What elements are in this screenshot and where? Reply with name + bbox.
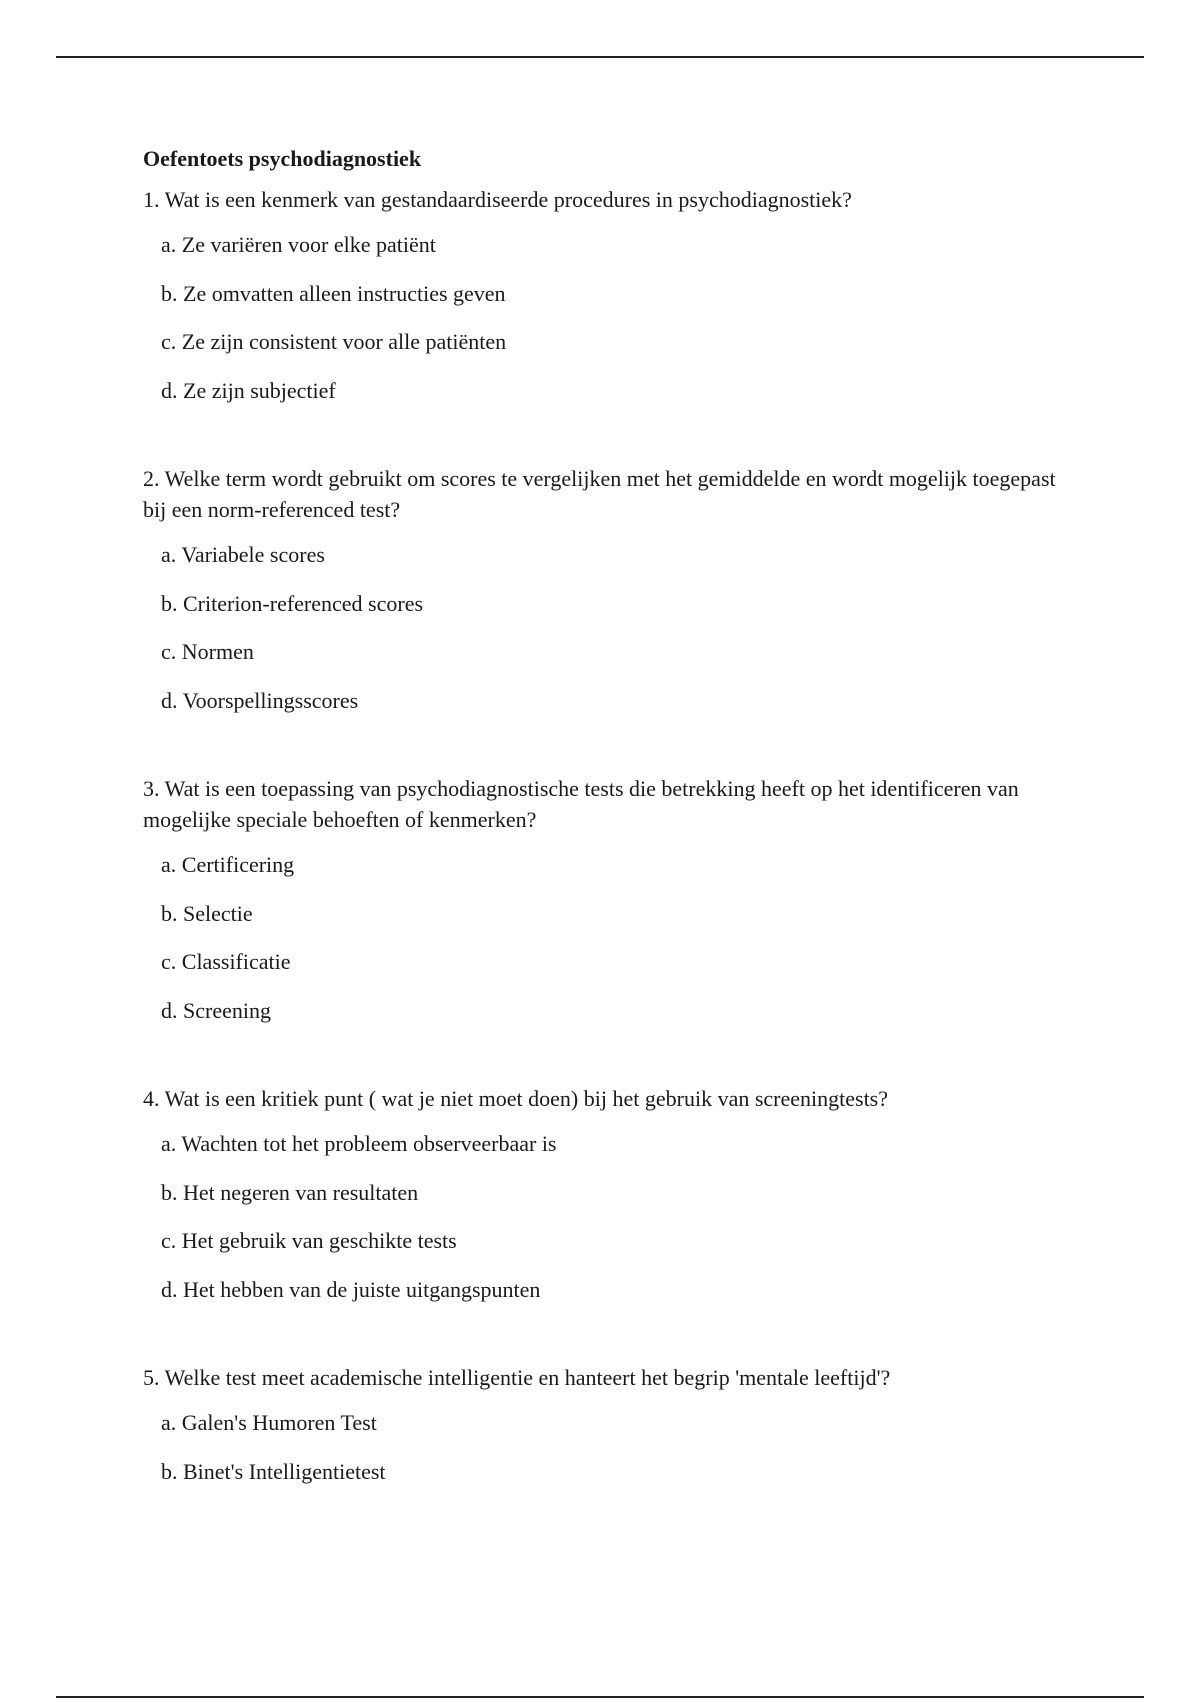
answer-option: d. Screening	[161, 997, 271, 1023]
question-5	[143, 1362, 1063, 1496]
question-text: 5. Welke test meet academische intelligentie en hanteert het begrip 'mentale leeftijd'?	[143, 1365, 891, 1390]
answer-option: a. Galen's Humoren Test	[161, 1410, 377, 1435]
question-text: 1. Wat is een kenmerk van gestandaardiseerde procedures in psychodiagnostiek?	[143, 187, 852, 212]
answer-option: c. Ze zijn consistent voor alle patiënten	[161, 329, 507, 354]
answer-option: a. Variabele scores	[161, 542, 325, 567]
top-rule	[56, 56, 1144, 58]
question-spacer	[143, 725, 1063, 773]
answer-option: b. Het negeren van resultaten	[161, 1179, 419, 1205]
question-2	[143, 463, 1063, 725]
answer-option: b. Criterion-referenced scores	[161, 590, 424, 616]
answer-option: c. Het gebruik van geschikte tests	[161, 1228, 457, 1253]
question-4	[143, 1083, 1063, 1314]
answer-option: d. Voorspellingsscores	[161, 687, 359, 713]
question-text: 3. Wat is een toepassing van psychodiagnostische tests die betrekking heeft op het identificeren van mogelijke speciale behoeften of kenmerken?	[143, 776, 1019, 832]
answer-option: d. Het hebben van de juiste uitgangspunten	[161, 1276, 541, 1302]
question-spacer	[143, 1035, 1063, 1083]
answer-option: b. Selectie	[161, 900, 253, 926]
bottom-rule	[56, 1696, 1144, 1698]
answer-option: c. Normen	[161, 639, 254, 664]
document-title: Oefentoets psychodiagnostiek	[143, 146, 422, 171]
answer-option: c. Classificatie	[161, 949, 291, 974]
answer-option: a. Ze variëren voor elke patiënt	[161, 232, 436, 257]
question-text: 2. Welke term wordt gebruikt om scores te vergelijken met het gemiddelde en wordt mogelijk toegepast bij een norm-referenced test?	[143, 466, 1056, 522]
question-3	[143, 773, 1063, 1035]
question-spacer	[143, 1314, 1063, 1362]
answer-option: a. Certificering	[161, 852, 295, 877]
question-1	[143, 184, 1063, 415]
question-text: 4. Wat is een kritiek punt ( wat je niet moet doen) bij het gebruik van screeningtests?	[143, 1086, 889, 1111]
answer-option: b. Ze omvatten alleen instructies geven	[161, 280, 506, 306]
answer-option: a. Wachten tot het probleem observeerbaar is	[161, 1131, 557, 1156]
question-spacer	[143, 415, 1063, 463]
document-body	[143, 140, 1063, 1496]
answer-option: d. Ze zijn subjectief	[161, 377, 336, 403]
answer-option: b. Binet's Intelligentietest	[161, 1458, 386, 1484]
